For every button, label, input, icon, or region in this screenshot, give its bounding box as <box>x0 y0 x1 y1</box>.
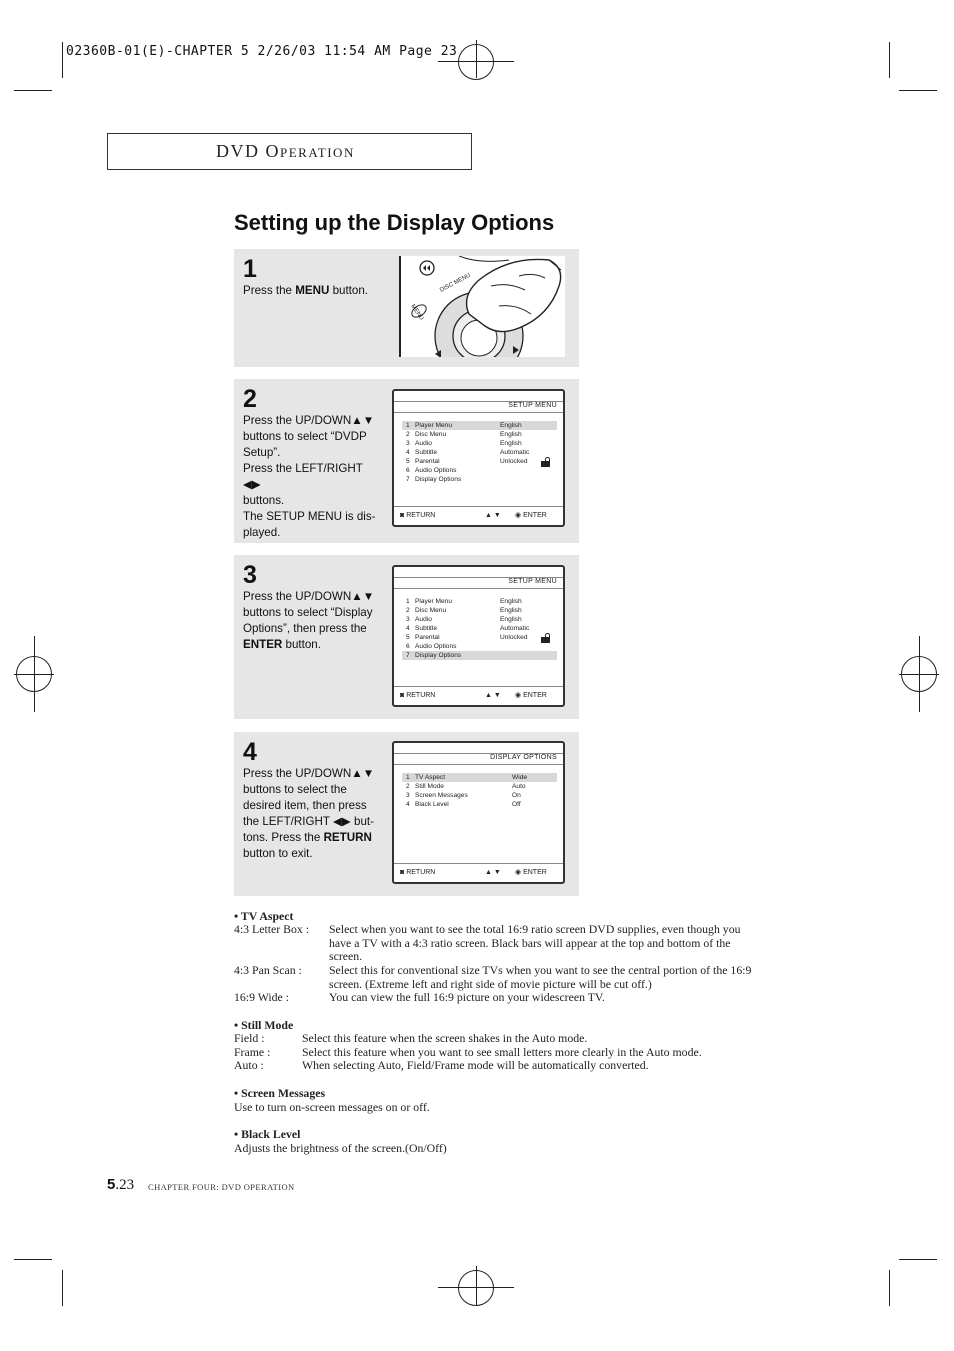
return-hint: ◙ RETURN <box>400 869 436 876</box>
note-term: Frame : <box>234 1045 271 1059</box>
screen-title: DISPLAY OPTIONS <box>490 754 557 761</box>
crop-mark <box>889 1270 890 1306</box>
section-title <box>216 141 355 162</box>
chapter-footer: CHAPTER FOUR: DVD OPERATION <box>148 1182 295 1192</box>
tv-aspect-notes <box>234 910 814 1010</box>
arrows-hint: ▲ ▼ <box>485 869 501 876</box>
menu-row: 4 Subtitle Automatic <box>406 449 530 456</box>
menu-row: 6 Audio Options <box>406 467 457 474</box>
screen-title: SETUP MENU <box>508 402 557 409</box>
crop-mark <box>62 42 63 78</box>
return-hint: ◙ RETURN <box>400 512 436 519</box>
menu-row: 3 Audio English <box>406 440 522 447</box>
menu-row: 1 TV Aspect Wide <box>402 773 557 782</box>
crop-mark <box>62 1270 63 1306</box>
note-heading: • Screen Messages <box>234 1086 326 1100</box>
display-options-screen <box>392 741 565 884</box>
menu-row: 3 Audio English <box>406 616 522 623</box>
menu-row: 4 Subtitle Automatic <box>406 625 530 632</box>
menu-row: 5 Parental Unlocked <box>406 458 528 465</box>
menu-key-label: MENU <box>295 284 330 297</box>
note-description: Select this feature when you want to see small letters more clearly in the Auto mode. <box>302 1045 702 1059</box>
note-term: 4:3 Pan Scan : <box>234 963 302 977</box>
note-heading: • TV Aspect <box>234 909 294 923</box>
enter-hint: ◉ ENTER <box>515 692 547 699</box>
note-description: You can view the full 16:9 picture on your widescreen TV. <box>329 990 605 1004</box>
menu-row: 2 Disc Menu English <box>406 607 522 614</box>
enter-key-label: ENTER <box>243 638 283 651</box>
step-number: 1 <box>243 255 257 283</box>
note-term: Auto : <box>234 1058 264 1072</box>
menu-row: 7 Display Options <box>402 651 557 660</box>
note-term: 16:9 Wide : <box>234 990 290 1004</box>
note-description: Use to turn on-screen messages on or off. <box>234 1099 430 1114</box>
arrows-hint: ▲ ▼ <box>485 692 501 699</box>
setup-menu-screen <box>392 389 565 527</box>
note-heading: • Black Level <box>234 1127 301 1141</box>
menu-row: 2 Still Mode Auto <box>406 783 526 790</box>
step-text: Press the UP/DOWN▲▼ buttons to select “DVDP Setup”. Press the LEFT/RIGHT ◀▶ buttons. The SETUP MENU is dis- played. <box>243 414 376 539</box>
page-number: 5.23 <box>107 1176 135 1193</box>
still-mode-notes <box>234 1019 814 1079</box>
step-number: 4 <box>243 738 257 766</box>
note-description: Select this for conventional size TVs when you want to see the central portion of the 16:9 screen. (Extreme left and right side of movie picture will be cut off.) <box>329 963 752 991</box>
menu-row: 3 Screen Messages On <box>406 792 521 799</box>
remote-illustration <box>399 256 565 357</box>
note-heading: • Still Mode <box>234 1018 294 1032</box>
note-term: Field : <box>234 1031 265 1045</box>
registration-mark <box>919 636 920 712</box>
note-term: 4:3 Letter Box : <box>234 922 310 936</box>
screen-title: SETUP MENU <box>508 578 557 585</box>
crop-mark <box>14 90 52 91</box>
step-2-panel <box>234 379 579 543</box>
return-hint: ◙ RETURN <box>400 692 436 699</box>
setup-menu-screen <box>392 565 565 707</box>
page-title: Setting up the Display Options <box>234 210 555 235</box>
enter-hint: ◉ ENTER <box>515 869 547 876</box>
menu-row: 1 Player Menu English <box>406 598 522 605</box>
step-3-panel <box>234 555 579 719</box>
print-slug: 02360B-01(E)-CHAPTER 5 2/26/03 11:54 AM Page 23 <box>66 44 458 59</box>
section-title-first: DVD O <box>216 141 280 161</box>
note-description: Select when you want to see the total 16:9 ratio screen DVD supplies, even though you have a TV with a 4:3 ratio screen. Black bars will appear at the top and bottom of the screen. <box>329 922 741 963</box>
registration-mark <box>476 1266 477 1306</box>
step-number: 2 <box>243 385 257 413</box>
remote-drawing <box>399 256 565 357</box>
crop-mark <box>14 1259 52 1260</box>
menu-row: 2 Disc Menu English <box>406 431 522 438</box>
step-1-panel <box>234 249 579 367</box>
return-key-label: RETURN <box>323 831 372 844</box>
menu-row: 4 Black Level Off <box>406 801 521 808</box>
note-description: When selecting Auto, Field/Frame mode will be automatically converted. <box>302 1058 649 1072</box>
registration-mark <box>34 636 35 712</box>
menu-row: 5 Parental Unlocked <box>406 634 528 641</box>
screen-messages-notes <box>234 1087 814 1114</box>
crop-mark <box>889 42 890 78</box>
step-text: Press the UP/DOWN▲▼ buttons to select “Display Options”, then press the ENTER button. <box>243 590 375 651</box>
crop-mark <box>899 1259 937 1260</box>
step-text: Press the UP/DOWN▲▼ buttons to select the desired item, then press the LEFT/RIGHT ◀▶ but- tons. Press the RETURN button to exit. <box>243 767 375 860</box>
crop-mark <box>899 90 937 91</box>
note-description: Select this feature when the screen shakes in the Auto mode. <box>302 1031 588 1045</box>
menu-row: 7 Display Options <box>406 476 462 483</box>
step-number: 3 <box>243 561 257 589</box>
step-text: Press the MENU button. <box>243 284 369 297</box>
section-title-rest: PERATION <box>280 145 355 160</box>
menu-label: MENU <box>409 303 425 322</box>
arrows-hint: ▲ ▼ <box>485 512 501 519</box>
black-level-notes <box>234 1128 814 1155</box>
step-4-panel <box>234 732 579 896</box>
enter-hint: ◉ ENTER <box>515 512 547 519</box>
note-description: Adjusts the brightness of the screen.(On/Off) <box>234 1140 447 1155</box>
menu-row: 1 Player Menu English <box>402 421 557 430</box>
disc-menu-label: DISC MENU <box>439 272 472 294</box>
registration-mark <box>476 40 477 78</box>
menu-row: 6 Audio Options <box>406 643 457 650</box>
